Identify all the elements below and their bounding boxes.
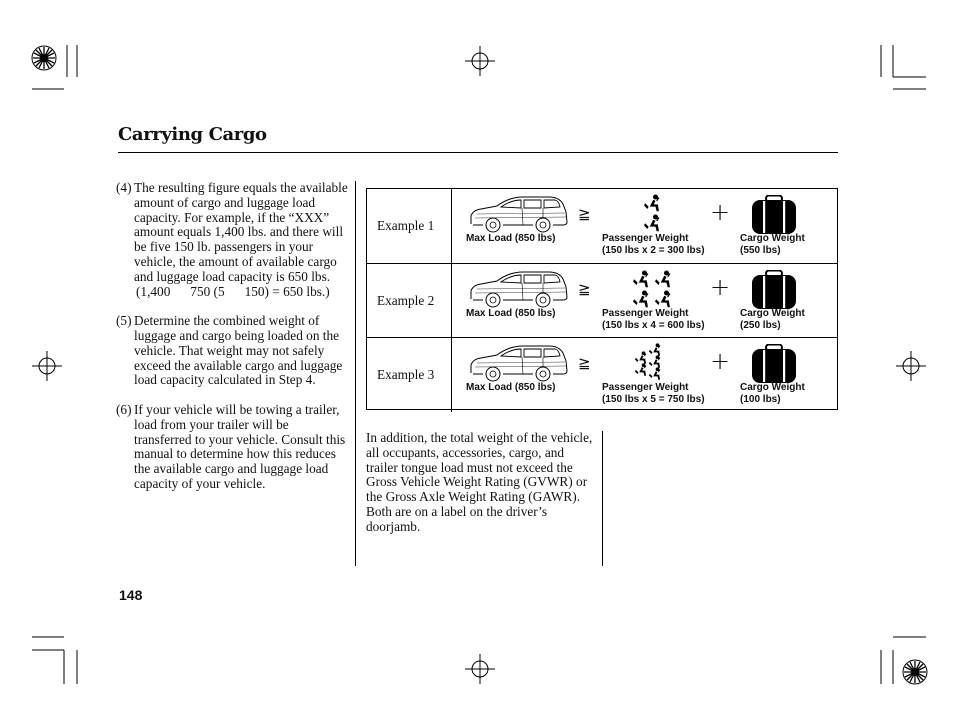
passenger-weight-calc: (150 lbs x 5 = 750 lbs) [602, 394, 705, 405]
cargo-weight-caption [740, 382, 805, 406]
step-number: (5) [116, 313, 132, 329]
example-label: Example 2 [377, 293, 435, 308]
starburst-mark-top-left [30, 44, 58, 72]
step-number: (6) [116, 401, 132, 417]
page-title: Carrying Cargo [118, 124, 267, 145]
column-divider-right [602, 431, 603, 566]
example-label: Example 1 [377, 218, 435, 233]
passengers-group [629, 269, 679, 309]
step-text: If your vehicle will be towing a trailer, load from your trailer will be transferred to your vehicle. Consult this manual to determine how this reduces the available cargo and luggage load capacity of your vehicle. [134, 401, 346, 491]
instructions-column [116, 181, 348, 507]
plus-symbol: + [710, 347, 731, 375]
passenger-weight-title: Passenger Weight [602, 233, 689, 244]
step-text: The resulting figure equals the available amount of cargo and luggage load capacity. For example, if the “XXX” amount equals 1,400 lbs. and there will be five 150 lb. passengers in your vehicle, the amount of available cargo and luggage load capacity is 650 lbs. [134, 180, 348, 284]
greater-or-equal-symbol: ≧ [578, 205, 591, 223]
cargo-weight-value: (100 lbs) [740, 394, 781, 405]
passenger-weight-title: Passenger Weight [602, 382, 689, 393]
example-row [367, 263, 837, 338]
example-row [367, 337, 837, 412]
cargo-weight-value: (550 lbs) [740, 245, 781, 256]
passenger-weight-title: Passenger Weight [602, 308, 689, 319]
step-calculation: (1,400 750 (5 150) = 650 lbs.) [136, 283, 330, 299]
column-divider-left [355, 181, 356, 566]
step-6 [116, 403, 348, 492]
greater-or-equal-symbol: ≧ [578, 354, 591, 372]
registration-mark-top [465, 46, 495, 76]
max-load-caption: Max Load (850 lbs) [466, 382, 556, 393]
passenger-weight-calc: (150 lbs x 2 = 300 lbs) [602, 245, 705, 256]
max-load-caption: Max Load (850 lbs) [466, 233, 556, 244]
cargo-weight-title: Cargo Weight [740, 233, 805, 244]
example-label: Example 3 [377, 367, 435, 382]
passenger-weight-caption [602, 382, 705, 406]
cargo-weight-title: Cargo Weight [740, 308, 805, 319]
step-text: Determine the combined weight of luggage and cargo being loaded on the vehicle. That weight may not safely exceed the available cargo and luggage load capacity calculated in Step 4. [134, 313, 343, 388]
max-load-caption: Max Load (850 lbs) [466, 308, 556, 319]
cargo-weight-caption [740, 308, 805, 332]
passengers-group [629, 194, 679, 234]
step-5 [116, 314, 348, 388]
plus-symbol: + [710, 198, 731, 226]
row-divider [451, 264, 452, 338]
cargo-weight-caption [740, 233, 805, 257]
example-row [367, 189, 837, 263]
row-divider [451, 189, 452, 263]
page-number: 148 [119, 587, 143, 603]
step-number: (4) [116, 180, 132, 195]
cargo-weight-value: (250 lbs) [740, 320, 781, 331]
registration-mark-bottom [465, 654, 495, 684]
passenger-weight-caption [602, 233, 705, 257]
title-divider [118, 152, 838, 153]
passenger-weight-calc: (150 lbs x 4 = 600 lbs) [602, 320, 705, 331]
row-divider [451, 338, 452, 412]
starburst-mark-bottom-right [901, 658, 929, 686]
step-4 [116, 181, 348, 299]
registration-mark-left [32, 351, 62, 381]
cargo-weight-title: Cargo Weight [740, 382, 805, 393]
registration-mark-right [896, 351, 926, 381]
greater-or-equal-symbol: ≧ [578, 280, 591, 298]
gvwr-note: In addition, the total weight of the vehicle, all occupants, accessories, cargo, and trailer tongue load must not exceed the Gross Vehicle Weight Rating (GVWR) or the Gross Axle Weight Rating (GAWR). Both are on a label on the driver’s doorjamb. [366, 430, 593, 534]
seated-passenger-icon [635, 363, 647, 382]
load-examples-table [366, 188, 838, 410]
plus-symbol: + [710, 273, 731, 301]
passengers-group [629, 343, 679, 383]
passenger-weight-caption [602, 308, 705, 332]
